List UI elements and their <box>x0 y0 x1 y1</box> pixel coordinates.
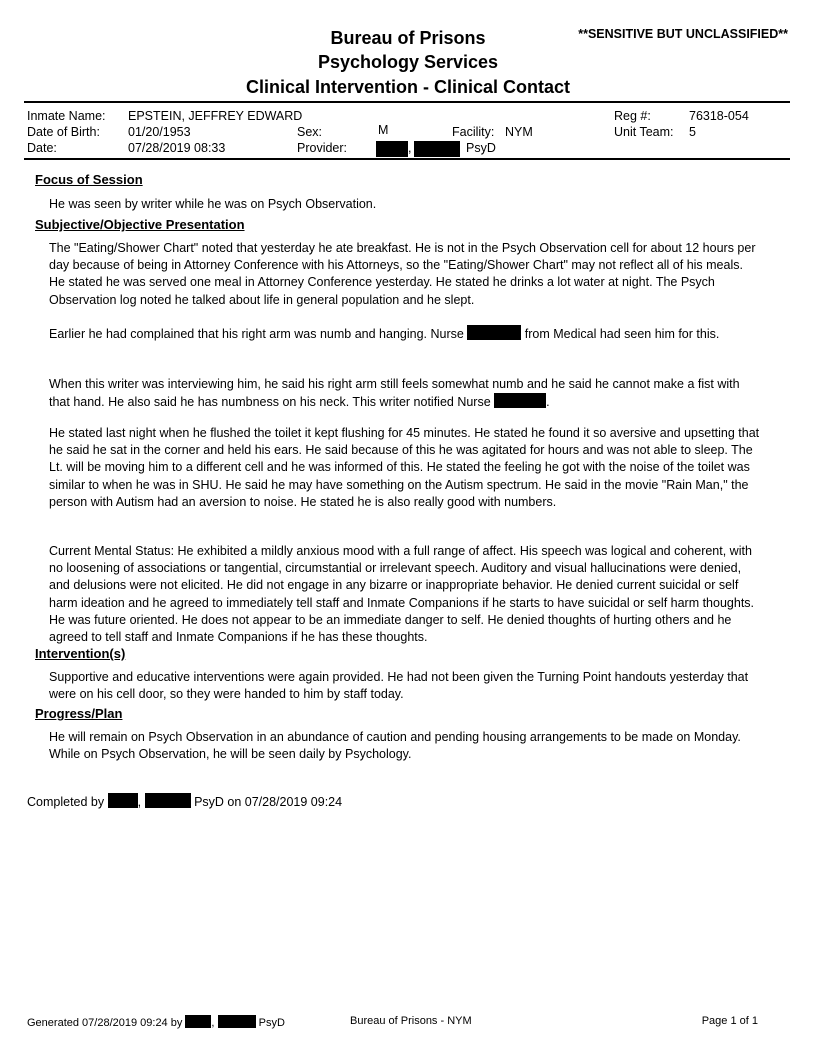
provider-suffix: PsyD <box>466 141 496 155</box>
provider-comma: , <box>408 141 412 155</box>
provider-redaction-2 <box>414 141 460 157</box>
facility-value: NYM <box>505 125 533 139</box>
interventions-text: Supportive and educative interventions were again provided. He had not been given the Turning Point handouts yesterday that were on his cell door, so they were handed to him by staff today. <box>49 670 749 702</box>
completed-by-suffix: PsyD on 07/28/2019 09:24 <box>194 795 343 809</box>
unit-team-label: Unit Team: <box>614 125 674 139</box>
footer-generated <box>27 1015 285 1029</box>
facility-label: Facility: <box>452 125 495 139</box>
focus-heading: Focus of Session <box>35 172 143 187</box>
inmate-name-value: EPSTEIN, JEFFREY EDWARD <box>128 109 303 123</box>
interventions-heading: Intervention(s) <box>35 646 126 661</box>
inmate-name-label: Inmate Name: <box>27 109 106 123</box>
unit-team-value: 5 <box>689 125 696 139</box>
nurse-notified-redaction <box>494 393 546 408</box>
footer-redaction-1 <box>185 1015 211 1028</box>
reg-label: Reg #: <box>614 109 651 123</box>
date-label: Date: <box>27 141 57 155</box>
reg-value: 76318-054 <box>689 109 749 123</box>
completed-by-prefix: Completed by <box>27 795 105 809</box>
dob-value: 01/20/1953 <box>128 125 191 139</box>
classification-banner: **SENSITIVE BUT UNCLASSIFIED** <box>578 27 788 41</box>
title-psychology: Psychology Services <box>317 52 499 72</box>
date-value: 07/28/2019 08:33 <box>128 141 226 155</box>
subjective-heading: Subjective/Objective Presentation <box>35 217 245 232</box>
sex-label: Sex: <box>297 125 323 139</box>
progress-plan-heading: Progress/Plan <box>35 706 123 721</box>
focus-text: He was seen by writer while he was on Psych Observation. <box>49 197 377 211</box>
subjective-paragraph-1: The "Eating/Shower Chart" noted that yesterday he ate breakfast. He is not in the Psych Observation cell for about 12 hours per day because of being in Attorney Conference with his Attorneys, so the "Eating/Shower Chart" may not reflect all of his meals. He stated he was served one meal in Attorney Conference yesterday. He stated he drinks a lot water at night. The Psych Observation log noted he talked about life in general population and he slept. <box>49 241 756 307</box>
sex-value: M <box>378 123 389 137</box>
subjective-p2-text-a: Earlier he had complained that his right arm was numb and hanging. Nurse <box>49 327 464 341</box>
provider-redaction-1 <box>376 141 408 157</box>
mental-status-paragraph: Current Mental Status: He exhibited a mildly anxious mood with a full range of affect. His speech was logical and coherent, with no loosening of associations or tangential, circumstantial or irrelevant speech. Auditory and visual hallucinations were denied, and delusions were not elicited. He did not engage in any bizarre or inappropriate behavior. He denied current suicidal or self harm ideation and he agreed to immediately tell staff and Inmate Companions if he starts to have suicidal or self harm thoughts. He was future oriented. He does not appear to be an immediate danger to self. He denied thoughts of hurting others and he agreed to tell staff and Inmate Companions if he has these thoughts. <box>49 544 755 645</box>
footer-center: Bureau of Prisons - NYM <box>350 1015 472 1027</box>
subjective-paragraph-2 <box>49 325 761 343</box>
footer-comma: , <box>211 1017 215 1029</box>
footer-generated-suffix: PsyD <box>258 1017 285 1029</box>
completed-by-comma: , <box>137 795 142 809</box>
completed-by-line <box>27 793 342 809</box>
footer-page-number: Page 1 of 1 <box>701 1015 758 1027</box>
progress-plan-text: He will remain on Psych Observation in an abundance of caution and pending housing arrangements to be made on Monday. While on Psych Observation, he will be seen daily by Psychology. <box>49 730 741 762</box>
subjective-p2-text-b: from Medical had seen him for this. <box>524 327 720 341</box>
completed-by-redaction-1 <box>108 793 138 808</box>
provider-label: Provider: <box>297 141 348 155</box>
title-bureau: Bureau of Prisons <box>330 28 486 48</box>
subjective-paragraph-3 <box>49 376 761 411</box>
completed-by-redaction-2 <box>145 793 191 808</box>
dob-label: Date of Birth: <box>27 125 100 139</box>
title-clinical-contact: Clinical Intervention - Clinical Contact <box>245 77 571 97</box>
subjective-p3-text-a: When this writer was interviewing him, he said his right arm still feels somewhat numb and he said he cannot make a fist with that hand. He also said he has numbness on his neck. This writer notified Nurse <box>49 377 740 410</box>
header-rule-bottom <box>24 158 790 160</box>
footer-redaction-2 <box>218 1015 256 1028</box>
header-rule-top <box>24 101 790 103</box>
footer-generated-prefix: Generated 07/28/2019 09:24 by <box>27 1017 183 1029</box>
subjective-p3-text-b: . <box>546 395 550 410</box>
nurse-name-redaction <box>467 325 521 340</box>
subjective-paragraph-4: He stated last night when he flushed the toilet it kept flushing for 45 minutes. He stated he found it so aversive and upsetting that he said he sat in the corner and held his ears. He said because of this he was agitated for hours and was not able to sleep. The Lt. will be moving him to a different cell and he was informed of this. He stated the feeling he got with the noise of the toilet was similar to when he was in SHU. He said he may have something on the Autism spectrum. He said in the movie "Rain Man," the person with Autism had an aversion to noise. He stated he is also really good with numbers. <box>49 426 760 509</box>
